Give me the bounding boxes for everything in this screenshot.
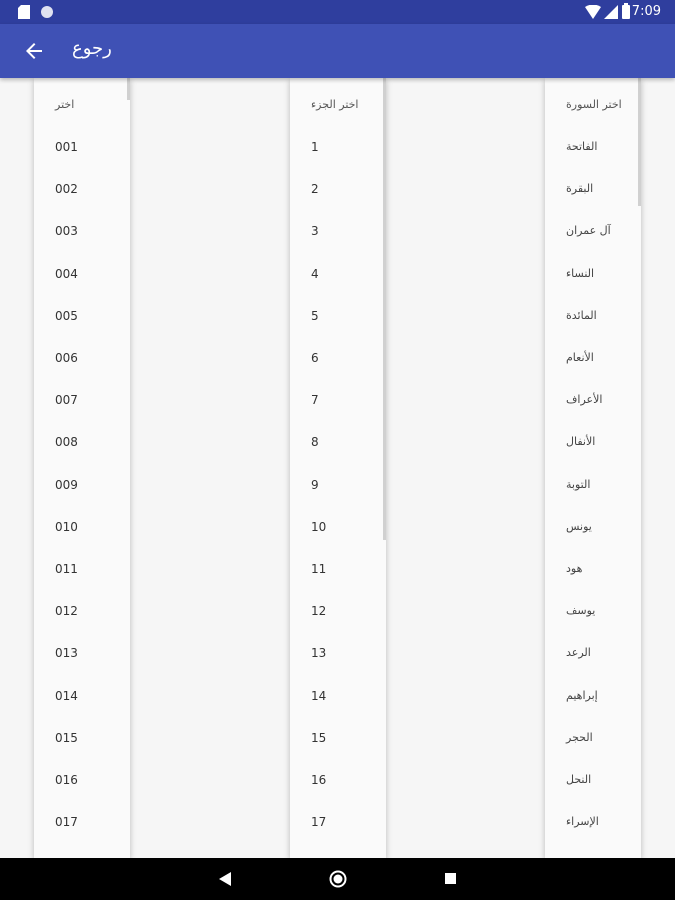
juz-option-item[interactable]: 11 xyxy=(311,562,327,576)
picker-content xyxy=(0,78,675,858)
juz-option-item[interactable]: 7 xyxy=(311,393,319,408)
juz-option-item[interactable]: 6 xyxy=(311,351,319,365)
surah-option-item[interactable]: التوبة xyxy=(566,477,591,491)
surah-option-item[interactable]: الحجر xyxy=(566,730,593,744)
surah-option-item[interactable]: إبراهيم xyxy=(566,688,598,702)
verse-option-item[interactable]: 010 xyxy=(55,519,78,534)
surah-option-item[interactable]: المائدة xyxy=(566,308,597,322)
verse-option-item[interactable]: 015 xyxy=(55,730,78,745)
juz-picker-header[interactable]: اختر الجزء xyxy=(311,98,359,111)
verse-picker-header[interactable]: اختر xyxy=(55,98,75,111)
verse-option-item[interactable]: 004 xyxy=(55,266,78,281)
triangle-back-icon[interactable] xyxy=(219,872,231,886)
surah-option-item[interactable]: النساء xyxy=(566,266,595,280)
surah-option-item[interactable]: يوسف xyxy=(566,604,596,618)
back-label[interactable]: رجوع xyxy=(72,38,112,59)
verse-option-item[interactable]: 013 xyxy=(55,646,78,661)
surah-option-item[interactable]: البقرة xyxy=(566,182,594,196)
surah-picker-header[interactable]: اختر السورة xyxy=(566,98,622,111)
app-bar xyxy=(0,24,675,78)
verse-option-item[interactable]: 011 xyxy=(55,562,78,576)
wifi-icon xyxy=(585,5,601,19)
verse-option-item[interactable]: 009 xyxy=(55,477,78,492)
juz-option-item[interactable]: 8 xyxy=(311,435,319,450)
status-time: 7:09 xyxy=(631,4,661,19)
juz-option-item[interactable]: 16 xyxy=(311,773,327,787)
juz-option-item[interactable]: 4 xyxy=(311,266,319,281)
juz-option-item[interactable]: 15 xyxy=(311,730,327,745)
surah-picker-list[interactable] xyxy=(545,78,641,858)
juz-scrollbar[interactable] xyxy=(383,78,386,540)
surah-option-item[interactable]: الفاتحة xyxy=(566,140,598,153)
square-recent-icon[interactable] xyxy=(445,873,456,884)
navigation-bar xyxy=(0,858,675,900)
sd-card-icon xyxy=(18,5,30,19)
juz-option-item[interactable]: 3 xyxy=(311,224,319,239)
verse-option-item[interactable]: 017 xyxy=(55,815,78,830)
circle-home-icon[interactable] xyxy=(329,870,347,888)
surah-option-item[interactable]: يونس xyxy=(566,519,592,533)
verse-option-item[interactable]: 012 xyxy=(55,604,78,619)
juz-option-item[interactable]: 12 xyxy=(311,604,327,619)
verse-option-item[interactable]: 007 xyxy=(55,393,78,408)
battery-icon xyxy=(622,3,630,19)
juz-picker-list[interactable] xyxy=(290,78,386,858)
surah-option-item[interactable]: النحل xyxy=(566,773,592,786)
surah-option-item[interactable]: الأعراف xyxy=(566,393,603,407)
juz-option-item[interactable]: 5 xyxy=(311,308,319,323)
verse-option-item[interactable]: 003 xyxy=(55,224,78,239)
surah-option-item[interactable]: هود xyxy=(566,562,583,575)
verse-picker-list[interactable] xyxy=(34,78,130,858)
status-bar xyxy=(0,0,675,24)
verse-option-item[interactable]: 016 xyxy=(55,773,78,787)
juz-option-item[interactable]: 9 xyxy=(311,477,319,492)
sync-circle-icon xyxy=(40,5,54,19)
juz-option-item[interactable]: 2 xyxy=(311,182,319,197)
verse-option-item[interactable]: 005 xyxy=(55,308,78,323)
verse-option-item[interactable]: 002 xyxy=(55,182,78,197)
juz-option-item[interactable]: 17 xyxy=(311,815,327,830)
surah-scrollbar[interactable] xyxy=(638,78,641,206)
verse-scrollbar[interactable] xyxy=(127,78,130,100)
verse-option-item[interactable]: 014 xyxy=(55,688,78,703)
juz-option-item[interactable]: 13 xyxy=(311,646,327,661)
surah-option-item[interactable]: الأنعام xyxy=(566,351,594,364)
juz-option-item[interactable]: 10 xyxy=(311,519,327,534)
signal-icon xyxy=(604,5,618,19)
juz-option-item[interactable]: 14 xyxy=(311,688,327,703)
verse-option-item[interactable]: 008 xyxy=(55,435,78,450)
juz-option-item[interactable]: 1 xyxy=(311,140,319,154)
surah-option-item[interactable]: الأنفال xyxy=(566,435,596,449)
verse-option-item[interactable]: 001 xyxy=(55,140,78,154)
surah-option-item[interactable]: الرعد xyxy=(566,646,591,660)
verse-option-item[interactable]: 006 xyxy=(55,351,78,365)
arrow-left-icon[interactable] xyxy=(22,39,46,63)
surah-option-item[interactable]: الإسراء xyxy=(566,815,599,829)
surah-option-item[interactable]: آل عمران xyxy=(566,224,611,238)
